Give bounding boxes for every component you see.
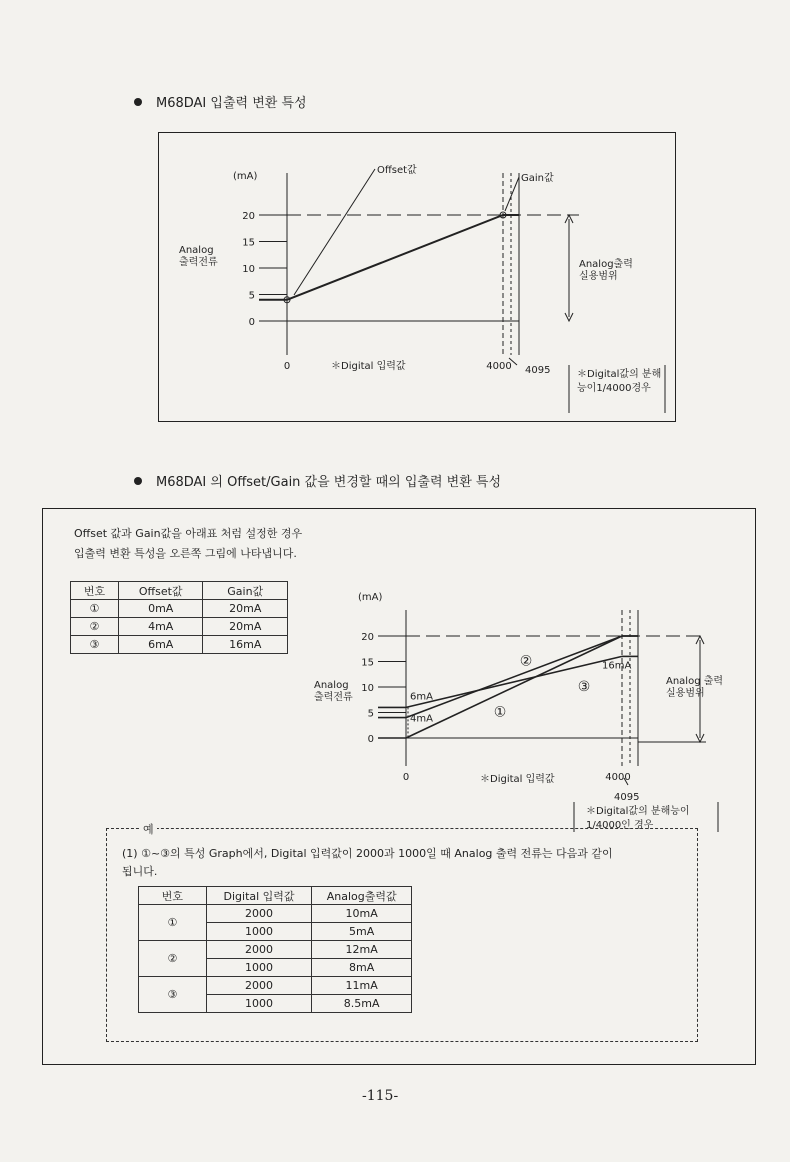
text-line: 출력전류 (314, 692, 353, 703)
chart1-ytick-label: 15 (242, 237, 255, 249)
table-header: Digital 입력값 (206, 887, 312, 905)
table-row: ① 2000 10mA (139, 905, 412, 923)
chart2-line-mark: ③ (577, 679, 591, 695)
text-line: Analog출력 (579, 259, 633, 270)
chart2-label-4mA: 4mA (410, 713, 433, 725)
table-header: Analog출력값 (312, 887, 412, 905)
chart1-yticks (242, 211, 287, 328)
bullet-icon (134, 477, 142, 485)
chart1-offset-label: Offset값 (377, 165, 417, 176)
chart2-label-6mA: 6mA (410, 691, 433, 703)
chart1-svg (159, 133, 675, 421)
text-line: Analog (314, 680, 349, 691)
table-header: 번호 (71, 582, 119, 600)
text-line: ＊Digital값의 분해 (577, 369, 662, 380)
chart1-xtick-label: 0 (283, 361, 291, 372)
table-row: 1000 8.5mA (139, 995, 412, 1013)
table-header: 번호 (139, 887, 207, 905)
chart1-xtick-label: 4000 (486, 361, 512, 372)
chart2-xlabel: ＊Digital 입력값 (480, 774, 555, 785)
text-line: 실용범위 (666, 688, 705, 699)
chart2-value-labels (410, 660, 631, 724)
chart1-ytick-label: 0 (248, 317, 255, 328)
table-row: ② 2000 12mA (139, 941, 412, 959)
chart2-svg (306, 580, 736, 840)
table-row: ③ 2000 11mA (139, 977, 412, 995)
text-line: ＊Digital값의 분해능이 (586, 806, 690, 817)
chart1-offset-leader (294, 169, 375, 295)
chart2-xtick-label: 0 (402, 772, 410, 783)
table-row: ① 0mA 20mA (71, 600, 288, 618)
bullet-icon (134, 98, 142, 106)
chart2-ytick-label: 5 (367, 708, 374, 720)
text-line: 능이1/4000경우 (577, 383, 651, 394)
section2-intro: Offset 값과 Gain값을 아래표 처럼 설정한 경우 입출력 변환 특성을 오른쪽 그림에 나타냅니다. (74, 527, 303, 560)
text-line: 실용범위 (579, 271, 618, 282)
chart2-label-16mA: 16mA (602, 660, 632, 672)
chart1-series-line (287, 215, 519, 300)
chart2-ytick-label: 15 (361, 657, 374, 669)
chart1-ytick-label: 10 (242, 264, 255, 275)
chart1-xlabel: ＊Digital 입력값 (331, 361, 406, 372)
table-row: 1000 5mA (139, 923, 412, 941)
chart2-ytick-label: 0 (367, 734, 374, 745)
chart1-ylabel (179, 245, 218, 268)
chart1-frame (158, 132, 676, 422)
chart1-note (577, 367, 661, 394)
page-number: -115- (362, 1088, 399, 1104)
table-header: Gain값 (203, 582, 288, 600)
chart2-yunit: (mA) (358, 592, 383, 603)
section1-heading: M68DAI 입출력 변환 특성 (134, 92, 307, 111)
chart1-yunit: (mA) (233, 171, 258, 182)
chart1-x4095: 4095 (525, 365, 551, 376)
chart2-ytick-label: 20 (361, 632, 374, 643)
chart2-ylabel (314, 680, 353, 703)
table-header: Offset값 (118, 582, 203, 600)
chart2-xtick-label: 4000 (605, 772, 631, 783)
chart2-ytick-label: 10 (361, 683, 374, 694)
example-table (138, 886, 412, 1013)
text-line: Analog (179, 245, 214, 256)
text-line: 출력전류 (179, 257, 218, 268)
chart1-grid (259, 173, 579, 355)
example-title: 예 (140, 821, 157, 837)
chart2-yticks (361, 632, 406, 745)
example-text: (1) ①~③의 특성 Graph에서, Digital 입력값이 2000과 1000일 때 Analog 출력 전류는 다음과 같이 됩니다. (122, 847, 613, 878)
chart1-ytick-label: 5 (248, 290, 255, 302)
text-line: Analog 출력 (666, 676, 724, 687)
chart2-line-mark: ① (493, 704, 507, 721)
chart2-line-mark: ② (519, 653, 533, 670)
chart2-x4095: 4095 (614, 792, 640, 803)
chart1-range-label (579, 257, 633, 282)
table-row: 1000 8mA (139, 959, 412, 977)
chart1-ytick-label: 20 (242, 211, 255, 222)
chart2-line-marks (494, 654, 591, 721)
chart2-series-2-line (406, 636, 622, 718)
offset-gain-table (70, 581, 288, 654)
chart2-range-label (666, 674, 723, 699)
table-row: ② 4mA 20mA (71, 618, 288, 636)
chart1-gain-label: Gain값 (521, 173, 554, 184)
chart2-grid (378, 610, 706, 766)
chart2-note (586, 804, 690, 831)
chart1-range-arrow (565, 215, 573, 321)
section2-heading: M68DAI 의 Offset/Gain 값을 변경할 때의 입출력 변환 특성 (134, 471, 501, 490)
table-row: ③ 6mA 16mA (71, 636, 288, 654)
text-line: 1/4000인 경우 (586, 820, 654, 831)
chart1-gain-leader (505, 177, 519, 211)
